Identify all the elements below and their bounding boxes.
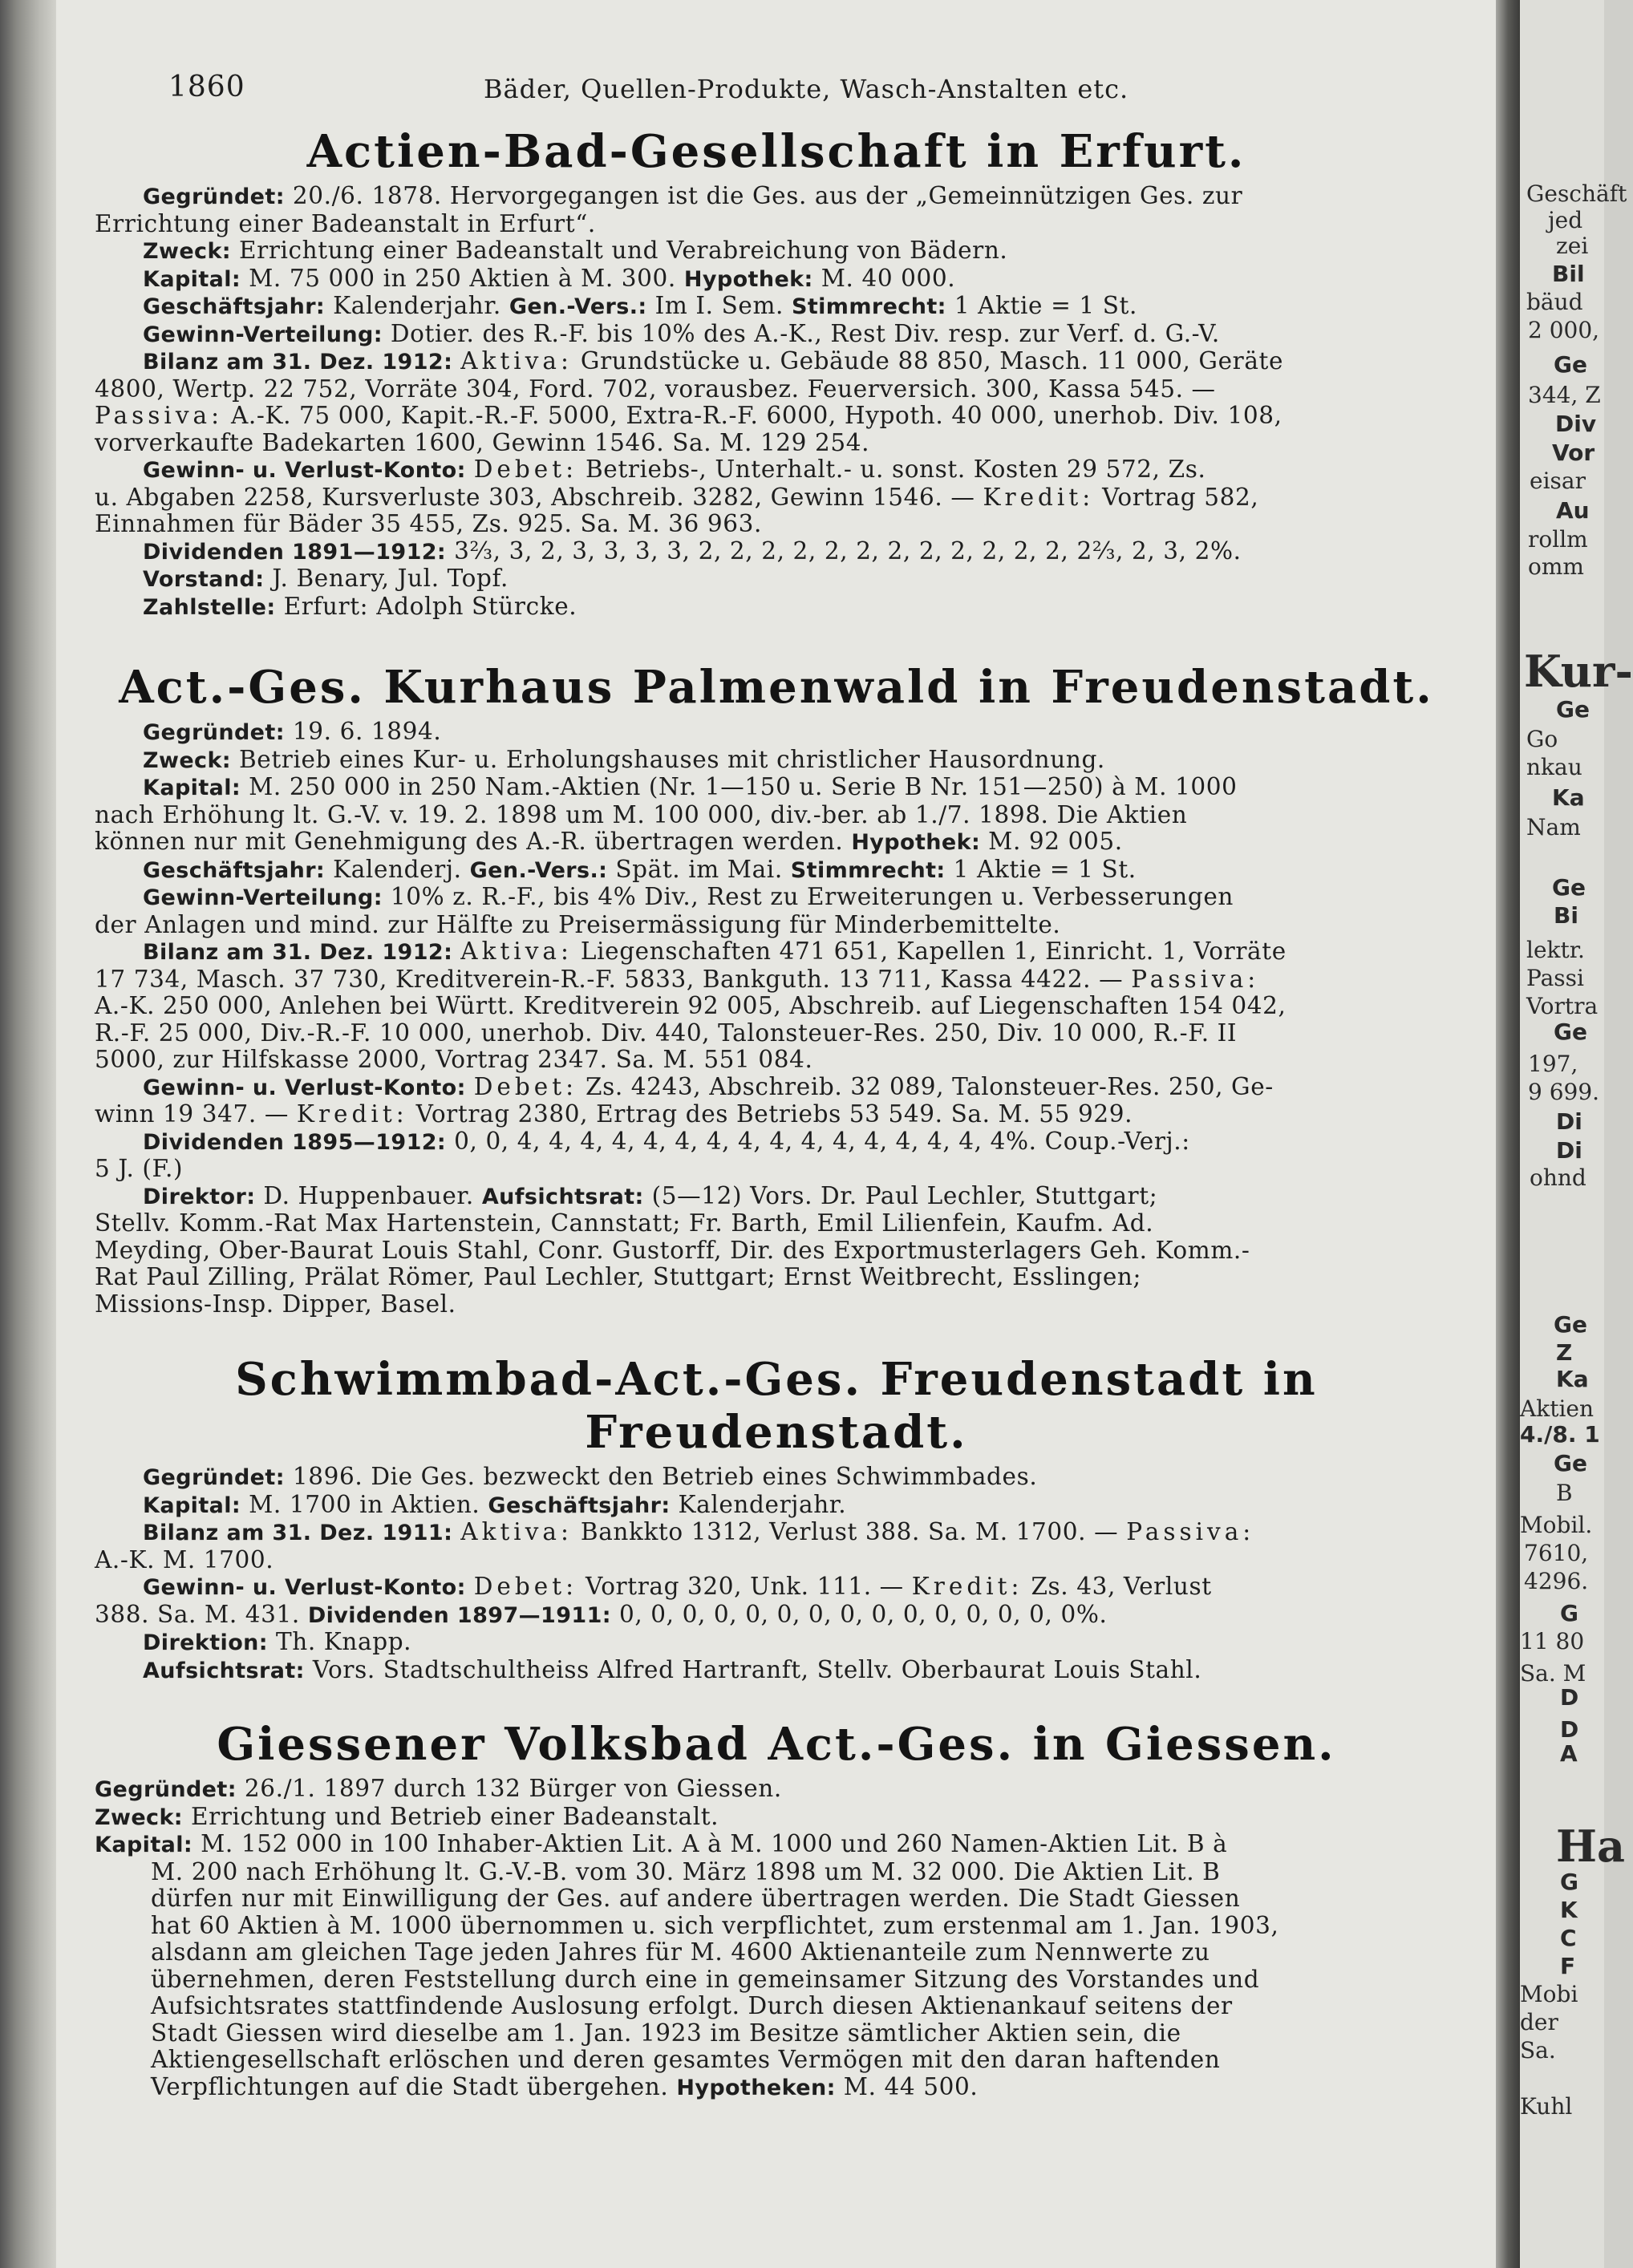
company-heading: Actien-Bad-Gesellschaft in Erfurt.: [306, 125, 1246, 178]
neighbor-page-fragment: der: [1520, 2009, 1558, 2035]
neighbor-page-fragment: C: [1560, 1925, 1577, 1951]
neighbor-page-fragment: lektr.: [1526, 937, 1585, 963]
field-label: Gewinn-Verteilung:: [143, 885, 383, 910]
field-text: 1 Aktie = 1 St.: [946, 292, 1137, 319]
field-label: Vorstand:: [143, 567, 265, 592]
text-line: [95, 211, 1458, 238]
company-heading: Act.-Ges. Kurhaus Palmenwald in Freudenstadt.: [119, 661, 1434, 714]
neighbor-page-fragment: G: [1560, 1869, 1578, 1895]
field-text: Aktiengesellschaft erlöschen und deren gesamtes Vermögen mit den daran haftenden: [151, 2046, 1221, 2073]
field-text: [452, 347, 460, 375]
running-head-title: Bäder, Quellen-Produkte, Wasch-Anstalten etc.: [484, 74, 1129, 104]
field-text: (5—12) Vors. Dr. Paul Lechler, Stuttgart;: [643, 1181, 1158, 1209]
text-line: [95, 1804, 1458, 1832]
field-label: Zweck:: [143, 747, 231, 773]
field-text: Kalenderjahr.: [325, 292, 509, 319]
neighbor-page-fragment: K: [1560, 1897, 1578, 1923]
neighbor-page-fragment: 344, Z: [1528, 382, 1601, 408]
company-entry: [95, 661, 1458, 1318]
text-line: [95, 1776, 1458, 1804]
neighbor-page-fragment: 7610,: [1524, 1540, 1589, 1566]
field-text: Vortrag 582,: [1094, 483, 1259, 511]
text-line: [95, 1101, 1458, 1128]
neighbor-page-fragment: 11 80: [1520, 1628, 1585, 1654]
neighbor-page-fragment: Ge: [1554, 351, 1587, 378]
field-text: 1 Aktie = 1 St.: [945, 855, 1137, 883]
page-fold-shadow: [1496, 0, 1520, 2268]
spaced-label: Passiva:: [1126, 1518, 1255, 1545]
field-text: nach Erhöhung lt. G.-V. v. 19. 2. 1898 um M. 100 000, div.-ber. ab 1./7. 1898. Die Aktien: [95, 800, 1188, 828]
field-text: alsdann am gleichen Tage jeden Jahres für M. 4600 Aktienanteile zum Nennwerte zu: [151, 1938, 1210, 1966]
field-text: Betriebs-, Unterhalt.- u. sonst. Kosten 29 572, Zs.: [577, 456, 1206, 483]
text-line: [95, 1020, 1458, 1047]
field-label: Gen.-Vers.:: [469, 857, 608, 883]
neighbor-page-fragment: Bi: [1554, 902, 1578, 929]
field-label: Kapital:: [143, 1492, 241, 1518]
neighbor-page-fragment: eisar: [1530, 468, 1586, 494]
field-text: 388. Sa. M. 431.: [95, 1600, 308, 1628]
field-text: M. 40 000.: [812, 264, 956, 292]
text-line: [95, 1156, 1458, 1183]
neighbor-page-fragment: Passi: [1526, 965, 1584, 991]
field-label: Zweck:: [143, 239, 231, 264]
field-text: Vortrag 2380, Ertrag des Betriebs 53 549. Sa. M. 55 929.: [407, 1100, 1133, 1128]
text-line: [95, 828, 1458, 857]
field-text: 20./6. 1878. Hervorgegangen ist die Ges. aus der „Gemeinnützigen Ges. zur: [284, 182, 1243, 209]
field-text: Spät. im Mai.: [607, 855, 791, 883]
neighbor-page-fragment: 4296.: [1524, 1568, 1589, 1594]
text-line: [95, 774, 1458, 802]
field-label: Hypotheken:: [676, 2075, 836, 2100]
field-label: Zweck:: [95, 1804, 183, 1830]
field-label: Stimmrecht:: [792, 294, 946, 319]
field-label: Zahlstelle:: [143, 594, 276, 620]
neighbor-page-fragment: Sa. M: [1520, 1660, 1586, 1687]
field-label: Dividenden 1891—1912:: [143, 539, 447, 565]
text-line: [95, 1074, 1458, 1102]
field-text: M. 152 000 in 100 Inhaber-Aktien Lit. A à M. 1000 und 260 Namen-Aktien Lit. B à: [192, 1830, 1228, 1857]
field-text: 5000, zur Hilfskasse 2000, Vortrag 2347. Sa. M. 551 084.: [95, 1046, 813, 1073]
running-head: [95, 71, 1458, 114]
field-text: vorverkaufte Badekarten 1600, Gewinn 1546. Sa. M. 129 254.: [95, 428, 870, 456]
text-line: [95, 966, 1458, 994]
field-label: Gegründet:: [143, 720, 285, 745]
field-label: Hypothek:: [683, 266, 813, 292]
field-text: Errichtung einer Badeanstalt in Erfurt“.: [95, 209, 596, 237]
neighbor-page-fragment: Kur-: [1524, 646, 1633, 697]
field-label: Kapital:: [143, 266, 241, 292]
text-line: [95, 1547, 1458, 1574]
field-label: Gen.-Vers.:: [509, 294, 647, 319]
text-line: [95, 2074, 1458, 2102]
field-text: M. 250 000 in 250 Nam.-Aktien (Nr. 1—150 u. Serie B Nr. 151—250) à M. 1000: [241, 773, 1238, 800]
spaced-label: Kredit:: [296, 1100, 408, 1128]
field-text: Th. Knapp.: [267, 1628, 412, 1655]
neighbor-page-fragment: Go: [1526, 726, 1558, 752]
field-text: 3⅔, 3, 2, 3, 3, 3, 3, 2, 2, 2, 2, 2, 2, 2, 2, 2, 2, 2, 2, 2⅔, 2, 3, 2%.: [446, 537, 1242, 565]
neighbor-page-fragment: omm: [1528, 553, 1584, 580]
text-line: [95, 1183, 1458, 1211]
field-text: M. 75 000 in 250 Aktien à M. 300.: [241, 264, 684, 292]
field-text: Einnahmen für Bäder 35 455, Zs. 925. Sa. M. 36 963.: [95, 510, 762, 537]
text-line: [95, 1913, 1458, 1940]
field-text: winn 19 347. —: [95, 1100, 297, 1128]
field-text: [466, 1073, 474, 1100]
text-line: [95, 1859, 1458, 1886]
neighbor-page-fragment: 197,: [1528, 1051, 1578, 1077]
neighbor-page-fragment: F: [1560, 1953, 1576, 1979]
field-label: Gegründet:: [143, 1465, 285, 1490]
neighbor-page-fragment: Vor: [1552, 439, 1595, 466]
field-label: Geschäftsjahr:: [488, 1492, 671, 1518]
field-label: Geschäftsjahr:: [143, 294, 326, 319]
text-line: [95, 538, 1458, 566]
field-text: 5 J. (F.): [95, 1155, 184, 1182]
neighbor-page-fragment: Vortra: [1526, 993, 1599, 1019]
field-text: können nur mit Genehmigung des A.-R. übertragen werden.: [95, 828, 852, 855]
text-line: [95, 912, 1458, 939]
neighbor-page-fragment: Sa.: [1520, 2037, 1556, 2063]
company-entry: [95, 1718, 1458, 2101]
field-label: Dividenden 1895—1912:: [143, 1129, 447, 1155]
field-label: Kapital:: [95, 1833, 193, 1857]
neighbor-page-fragment: Ge: [1556, 696, 1590, 723]
field-text: 10% z. R.-F., bis 4% Div., Rest zu Erweiterungen u. Verbesserungen: [382, 883, 1234, 910]
field-label: Stimmrecht:: [790, 857, 946, 883]
text-line: [95, 1128, 1458, 1156]
field-text: Grundstücke u. Gebäude 88 850, Masch. 11 000, Geräte: [572, 347, 1284, 375]
field-label: Gewinn-Verteilung:: [143, 322, 383, 347]
field-text: Missions-Insp. Dipper, Basel.: [95, 1290, 456, 1318]
text-line: [95, 938, 1458, 966]
field-text: Stadt Giessen wird dieselbe am 1. Jan. 1923 im Besitze sämtlicher Aktien sein, die: [151, 2019, 1181, 2047]
text-line: [95, 403, 1458, 430]
page-number: 1860: [168, 71, 245, 103]
field-label: Kapital:: [143, 776, 241, 800]
text-line: [95, 2020, 1458, 2047]
text-line: [95, 1831, 1458, 1859]
field-label: Bilanz am 31. Dez. 1912:: [143, 350, 453, 375]
text-line: [95, 183, 1458, 211]
neighbor-page-fragment: 4./8. 1: [1520, 1421, 1600, 1448]
text-line: [95, 2047, 1458, 2074]
neighbor-page-fragment: Au: [1556, 497, 1590, 524]
field-text: M. 44 500.: [835, 2072, 979, 2100]
field-label: Dividenden 1897—1911:: [307, 1602, 611, 1628]
neighbor-page-fragment: Mobil.: [1520, 1512, 1593, 1538]
spaced-label: Passiva:: [1131, 965, 1260, 993]
text-line: [95, 593, 1458, 622]
field-label: Bilanz am 31. Dez. 1911:: [143, 1521, 453, 1545]
neighbor-page-fragment: zei: [1556, 233, 1589, 259]
company-heading: Schwimmbad-Act.-Ges. Freudenstadt in Freudenstadt.: [235, 1353, 1318, 1459]
field-text: Bankkto 1312, Verlust 388. Sa. M. 1700. —: [572, 1518, 1127, 1545]
text-line: [95, 511, 1458, 538]
neighbor-page-fragment: rollm: [1528, 526, 1588, 553]
field-text: der Anlagen und mind. zur Hälfte zu Preisermässigung für Minderbemittelte.: [95, 910, 1061, 938]
field-text: Vors. Stadtschultheiss Alfred Hartranft, Stellv. Oberbaurat Louis Stahl.: [304, 1655, 1202, 1683]
field-text: A.-K. 250 000, Anlehen bei Württ. Kreditverein 92 005, Abschreib. auf Liegenschaften 154 042,: [95, 992, 1287, 1019]
neighbor-page-fragment: Bil: [1552, 261, 1585, 287]
field-text: R.-F. 25 000, Div.-R.-F. 10 000, unerhob. Div. 440, Talonsteuer-Res. 250, Div. 10 000, R.-F. II: [95, 1019, 1238, 1047]
field-text: D. Huppenbauer.: [255, 1181, 482, 1209]
text-line: [95, 321, 1458, 349]
text-line: [95, 1966, 1458, 1994]
text-line: [95, 1993, 1458, 2020]
field-text: M. 200 nach Erhöhung lt. G.-V.-B. vom 30. März 1898 um M. 32 000. Die Aktien Lit. B: [151, 1857, 1221, 1885]
text-line: [95, 1519, 1458, 1547]
field-text: Kalenderj.: [325, 855, 470, 883]
field-text: Errichtung und Betrieb einer Badeanstalt.: [183, 1802, 719, 1830]
field-text: Zs. 4243, Abschreib. 32 089, Talonsteuer-Res. 250, Ge-: [577, 1072, 1274, 1100]
neighbor-page-fragment: Mobi: [1520, 1981, 1578, 2007]
field-label: Gewinn- u. Verlust-Konto:: [143, 1075, 466, 1100]
field-text: hat 60 Aktien à M. 1000 übernommen u. sich verpflichtet, zum erstenmal am 1. Jan. 1903,: [151, 1911, 1279, 1939]
company-entries: [95, 125, 1458, 2101]
neighbor-page-fragment: Ge: [1554, 1311, 1587, 1338]
text-line: [95, 1602, 1458, 1630]
spaced-label: Kredit:: [911, 1573, 1023, 1600]
field-text: [466, 1573, 474, 1600]
text-line: [95, 1291, 1458, 1318]
field-text: M. 1700 in Aktien.: [241, 1490, 488, 1518]
text-line: [95, 237, 1458, 265]
field-text: Stellv. Komm.-Rat Max Hartenstein, Cannstatt; Fr. Barth, Emil Lilienfein, Kaufm. Ad.: [95, 1209, 1154, 1237]
text-line: [95, 993, 1458, 1020]
field-text: 1896. Die Ges. bezweckt den Betrieb eines Schwimmbades.: [284, 1463, 1038, 1490]
neighbor-page-fragment: Ge: [1554, 1450, 1587, 1476]
neighbor-page-fragment: Ge: [1554, 1019, 1587, 1045]
field-label: Geschäftsjahr:: [143, 857, 326, 883]
page-content: [95, 71, 1458, 2101]
neighbor-page-fragment: Div: [1555, 411, 1597, 437]
spaced-label: Aktiva:: [460, 1518, 573, 1545]
field-text: dürfen nur mit Einwilligung der Ges. auf andere übertragen werden. Die Stadt Giessen: [151, 1885, 1241, 1912]
text-line: [95, 484, 1458, 512]
field-text: 4800, Wertp. 22 752, Vorräte 304, Ford. 702, vorausbez. Feuerversich. 300, Kassa 545. —: [95, 375, 1216, 403]
field-text: 17 734, Masch. 37 730, Kreditverein-R.-F. 5833, Bankguth. 13 711, Kassa 4422. —: [95, 965, 1132, 993]
text-line: [95, 265, 1458, 294]
field-text: Im I. Sem.: [646, 292, 792, 319]
neighbor-page-fragment: Ka: [1556, 1366, 1589, 1392]
field-text: A.-K. 75 000, Kapit.-R.-F. 5000, Extra-R.-F. 6000, Hypoth. 40 000, unerhob. Div. 108,: [223, 402, 1282, 429]
text-line: [95, 1047, 1458, 1074]
text-line: [95, 1492, 1458, 1520]
field-label: Hypothek:: [851, 830, 981, 855]
field-text: übernehmen, deren Feststellung durch eine in gemeinsamer Sitzung des Vorstandes und: [151, 1965, 1260, 1993]
field-text: Kalenderjahr.: [670, 1490, 847, 1518]
neighbor-page-fragment: 2 000,: [1528, 317, 1600, 343]
field-text: Aufsichtsrates stattfindende Auslosung erfolgt. Durch diesen Aktienankauf seitens der: [151, 1992, 1233, 2019]
neighbor-page-fragment: 9 699.: [1528, 1079, 1600, 1105]
neighbor-page-fragment: Nam: [1526, 814, 1581, 840]
field-text: Betrieb eines Kur- u. Erholungshauses mit christlicher Hausordnung.: [231, 745, 1105, 773]
field-text: [452, 938, 460, 965]
neighbor-page-fragment: A: [1560, 1740, 1578, 1767]
field-label: Gegründet:: [95, 1777, 237, 1802]
company-entry: [95, 125, 1458, 621]
field-text: Erfurt: Adolph Stürcke.: [275, 592, 577, 620]
field-text: Liegenschaften 471 651, Kapellen 1, Einricht. 1, Vorräte: [572, 938, 1287, 965]
text-line: [95, 802, 1458, 829]
text-line: [95, 348, 1458, 376]
neighbor-page-fragment: B: [1556, 1480, 1573, 1506]
neighbor-page-fragment: Ge: [1552, 874, 1586, 901]
company-heading: Giessener Volksbad Act.-Ges. in Giessen.: [217, 1718, 1336, 1771]
text-line: [95, 857, 1458, 885]
field-text: [452, 1518, 460, 1545]
text-line: [95, 376, 1458, 403]
field-label: Gewinn- u. Verlust-Konto:: [143, 458, 466, 483]
neighbor-page-fragment: Di: [1556, 1108, 1582, 1135]
left-binding-edge: [0, 0, 56, 2268]
spaced-label: Passiva:: [95, 402, 224, 429]
spaced-label: Debet:: [473, 456, 578, 483]
text-line: [95, 1885, 1458, 1913]
field-label: Aufsichtsrat:: [143, 1658, 305, 1683]
field-text: M. 92 005.: [980, 828, 1123, 855]
field-text: Rat Paul Zilling, Prälat Römer, Paul Lechler, Stuttgart; Ernst Weitbrecht, Esslingen;: [95, 1263, 1142, 1290]
field-text: 0, 0, 0, 0, 0, 0, 0, 0, 0, 0, 0, 0, 0, 0, 0%.: [610, 1600, 1108, 1628]
text-line: [95, 293, 1458, 321]
text-line: [95, 565, 1458, 593]
spaced-label: Aktiva:: [460, 347, 573, 375]
text-line: [95, 747, 1458, 775]
spaced-label: Debet:: [473, 1072, 578, 1100]
spaced-label: Aktiva:: [460, 938, 573, 965]
field-label: Aufsichtsrat:: [481, 1184, 644, 1209]
neighbor-page-fragment: nkau: [1526, 754, 1582, 780]
neighbor-page-fragment: G: [1560, 1600, 1578, 1626]
field-text: Errichtung einer Badeanstalt und Verabreichung von Bädern.: [231, 237, 1008, 264]
field-text: Meyding, Ober-Baurat Louis Stahl, Conr. Gustorff, Dir. des Exportmusterlagers Geh. Komm.-: [95, 1236, 1250, 1264]
field-label: Gegründet:: [143, 184, 285, 209]
neighbor-page-fragment: Aktien: [1520, 1395, 1594, 1422]
field-label: Direktor:: [143, 1184, 256, 1209]
field-text: 19. 6. 1894.: [284, 718, 442, 745]
neighbor-page-fragment: bäud: [1526, 289, 1583, 315]
field-text: Vortrag 320, Unk. 111. —: [577, 1573, 912, 1600]
neighbor-page-fragment: Kuhl: [1520, 2093, 1573, 2120]
neighbor-page-fragment: Di: [1556, 1137, 1582, 1164]
text-line: [95, 1573, 1458, 1602]
text-line: [95, 1629, 1458, 1657]
neighbor-page-fragment: D: [1560, 1716, 1579, 1743]
neighbor-page-fragment: Ka: [1552, 784, 1585, 811]
text-line: [95, 1657, 1458, 1685]
field-text: [466, 456, 474, 483]
field-text: u. Abgaben 2258, Kursverluste 303, Abschreib. 3282, Gewinn 1546. —: [95, 483, 983, 511]
neighbor-page-fragment: D: [1560, 1684, 1579, 1711]
neighbor-page-fragment: jed: [1548, 207, 1583, 233]
field-label: Direktion:: [143, 1630, 268, 1655]
text-line: [95, 1939, 1458, 1966]
company-entry: [95, 1353, 1458, 1684]
field-text: 26./1. 1897 durch 132 Bürger von Giessen.: [236, 1775, 782, 1802]
text-line: [95, 1237, 1458, 1265]
neighbor-page-fragment: Geschäft: [1526, 180, 1627, 207]
field-text: Zs. 43, Verlust: [1023, 1573, 1212, 1600]
field-text: J. Benary, Jul. Topf.: [264, 565, 509, 592]
field-text: Dotier. des R.-F. bis 10% des A.-K., Rest Div. resp. zur Verf. d. G.-V.: [382, 319, 1220, 347]
spaced-label: Kredit:: [983, 483, 1095, 511]
field-label: Gewinn- u. Verlust-Konto:: [143, 1575, 466, 1600]
field-label: Bilanz am 31. Dez. 1912:: [143, 940, 453, 965]
field-text: 0, 0, 4, 4, 4, 4, 4, 4, 4, 4, 4, 4, 4, 4, 4, 4, 4, 4%. Coup.-Verj.:: [446, 1127, 1190, 1155]
text-line: [95, 456, 1458, 484]
text-line: [95, 1464, 1458, 1492]
neighbor-page-fragment: Z: [1556, 1339, 1573, 1366]
text-line: [95, 884, 1458, 912]
text-line: [95, 719, 1458, 747]
neighbor-page-fragment: Ha: [1556, 1820, 1626, 1872]
spaced-label: Debet:: [473, 1573, 578, 1600]
field-text: A.-K. M. 1700.: [95, 1545, 274, 1573]
adjacent-page-fragment: [1520, 0, 1633, 2268]
text-line: [95, 1210, 1458, 1237]
field-text: Verpflichtungen auf die Stadt übergehen.: [151, 2072, 677, 2100]
neighbor-page-fragment: ohnd: [1530, 1164, 1586, 1191]
text-line: [95, 430, 1458, 457]
text-line: [95, 1264, 1458, 1291]
